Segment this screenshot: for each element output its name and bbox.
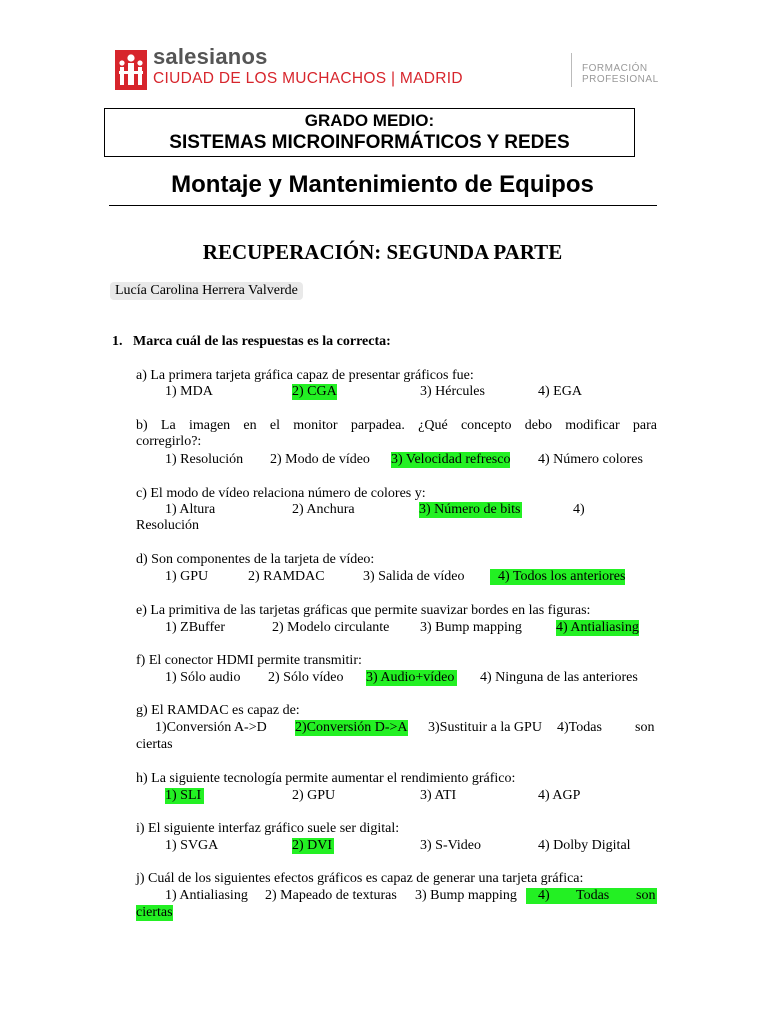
item-g-option-3: 3)Sustituir a la GPU bbox=[428, 720, 542, 735]
item-f-option-4: 4) Ninguna de las anteriores bbox=[480, 670, 638, 685]
item-c-option-1: 1) Altura bbox=[165, 502, 216, 517]
item-c-option-4-text: Resolución bbox=[136, 518, 199, 533]
item-j-option-4-word-1: Todas bbox=[576, 888, 610, 903]
item-a-option-4: 4) EGA bbox=[538, 384, 582, 399]
item-b-option-3: 3) Velocidad refresco bbox=[391, 452, 511, 467]
student-name: Lucía Carolina Herrera Valverde bbox=[110, 282, 303, 300]
item-f-option-1: 1) Sólo audio bbox=[165, 670, 241, 685]
item-e-option-2: 2) Modelo circulante bbox=[272, 620, 390, 635]
item-j-option-4: 4) bbox=[538, 888, 550, 903]
item-b-option-1: 1) Resolución bbox=[165, 452, 244, 467]
item-h-option-3: 3) ATI bbox=[420, 788, 457, 803]
item-i-option-2: 2) DVI bbox=[292, 838, 333, 853]
salesianos-logo-icon bbox=[115, 50, 147, 90]
item-a-option-2: 2) CGA bbox=[292, 384, 337, 399]
item-c-option-4: 4) bbox=[573, 502, 585, 517]
fp-label-line2: PROFESIONAL bbox=[582, 74, 659, 85]
item-e-option-3: 3) Bump mapping bbox=[420, 620, 522, 635]
item-d-option-3: 3) Salida de vídeo bbox=[363, 569, 465, 584]
subject-underline bbox=[109, 205, 657, 206]
item-g-option-4-text-2: ciertas bbox=[136, 737, 173, 752]
grade-name: SISTEMAS MICROINFORMÁTICOS Y REDES bbox=[169, 132, 570, 153]
item-i-option-4: 4) Dolby Digital bbox=[538, 838, 631, 853]
item-g-option-4-text: son bbox=[635, 720, 655, 735]
item-h-option-1: 1) SLI bbox=[165, 788, 204, 804]
item-e-stem: e) La primitiva de las tarjetas gráficas que permite suavizar bordes en las figuras: bbox=[136, 603, 591, 618]
exam-title: RECUPERACIÓN: SEGUNDA PARTE bbox=[202, 240, 563, 264]
item-c-option-2: 2) Anchura bbox=[292, 502, 355, 517]
question-number: 1. bbox=[112, 334, 123, 349]
item-g-option-4: 4)Todas bbox=[557, 720, 602, 735]
item-b-option-4: 4) Número colores bbox=[538, 452, 643, 467]
item-d-option-1: 1) GPU bbox=[165, 569, 209, 584]
item-a-option-3: 3) Hércules bbox=[420, 384, 485, 399]
item-e-option-4: 4) Antialiasing bbox=[556, 620, 639, 635]
item-j-option-1: 1) Antialiasing bbox=[165, 888, 248, 903]
item-d-option-2: 2) RAMDAC bbox=[248, 569, 325, 584]
question-instruction bbox=[112, 334, 391, 350]
item-c-option-3: 3) Número de bits bbox=[419, 502, 521, 517]
fp-label-line1: FORMACIÓN bbox=[582, 63, 648, 74]
item-a-stem: a) La primera tarjeta gráfica capaz de presentar gráficos fue: bbox=[136, 368, 474, 383]
item-h-stem: h) La siguiente tecnología permite aumentar el rendimiento gráfico: bbox=[136, 771, 516, 786]
item-i-option-1: 1) SVGA bbox=[165, 838, 219, 853]
item-g-option-1: 1)Conversión A->D bbox=[155, 720, 267, 735]
item-d-option-4: 4) Todos los anteriores bbox=[490, 569, 625, 585]
item-b-stem-line1: b) La imagen en el monitor parpadea. ¿Qué concepto debo modificar para bbox=[136, 418, 657, 433]
item-g-option-2: 2)Conversión D->A bbox=[295, 720, 408, 735]
item-j-option-3: 3) Bump mapping bbox=[415, 888, 517, 903]
item-a-option-1: 1) MDA bbox=[165, 384, 213, 399]
item-c-stem: c) El modo de vídeo relaciona número de colores y: bbox=[136, 486, 426, 501]
grade-level: GRADO MEDIO: bbox=[304, 111, 435, 130]
brand-subtitle: CIUDAD DE LOS MUCHACHOS | MADRID bbox=[153, 70, 463, 87]
item-i-option-3: 3) S-Video bbox=[420, 838, 481, 853]
item-g-stem: g) El RAMDAC es capaz de: bbox=[136, 703, 300, 718]
brand-name: salesianos bbox=[153, 44, 268, 69]
logo-divider bbox=[571, 53, 572, 87]
item-i-stem: i) El siguiente interfaz gráfico suele ser digital: bbox=[136, 821, 400, 836]
item-j-option-2: 2) Mapeado de texturas bbox=[265, 888, 397, 903]
item-b-stem-line2: corregirlo?: bbox=[136, 434, 202, 449]
subject-title: Montaje y Mantenimiento de Equipos bbox=[171, 171, 594, 198]
item-j-stem: j) Cuál de los siguientes efectos gráficos es capaz de generar una tarjeta gráfica: bbox=[136, 871, 584, 886]
item-j-option-4-word-3: ciertas bbox=[136, 905, 173, 920]
item-f-stem: f) El conector HDMI permite transmitir: bbox=[136, 653, 362, 668]
item-j-option-4-word-2: son bbox=[636, 888, 656, 903]
item-e-option-1: 1) ZBuffer bbox=[165, 620, 225, 635]
item-f-option-2: 2) Sólo vídeo bbox=[268, 670, 344, 685]
question-text: Marca cuál de las respuestas es la correcta: bbox=[133, 334, 391, 349]
item-h-option-2: 2) GPU bbox=[292, 788, 336, 803]
item-d-stem: d) Son componentes de la tarjeta de vídeo: bbox=[136, 552, 375, 567]
item-f-option-3: 3) Audio+vídeo bbox=[366, 670, 457, 686]
item-b-option-2: 2) Modo de vídeo bbox=[270, 452, 370, 467]
item-h-option-4: 4) AGP bbox=[538, 788, 581, 803]
